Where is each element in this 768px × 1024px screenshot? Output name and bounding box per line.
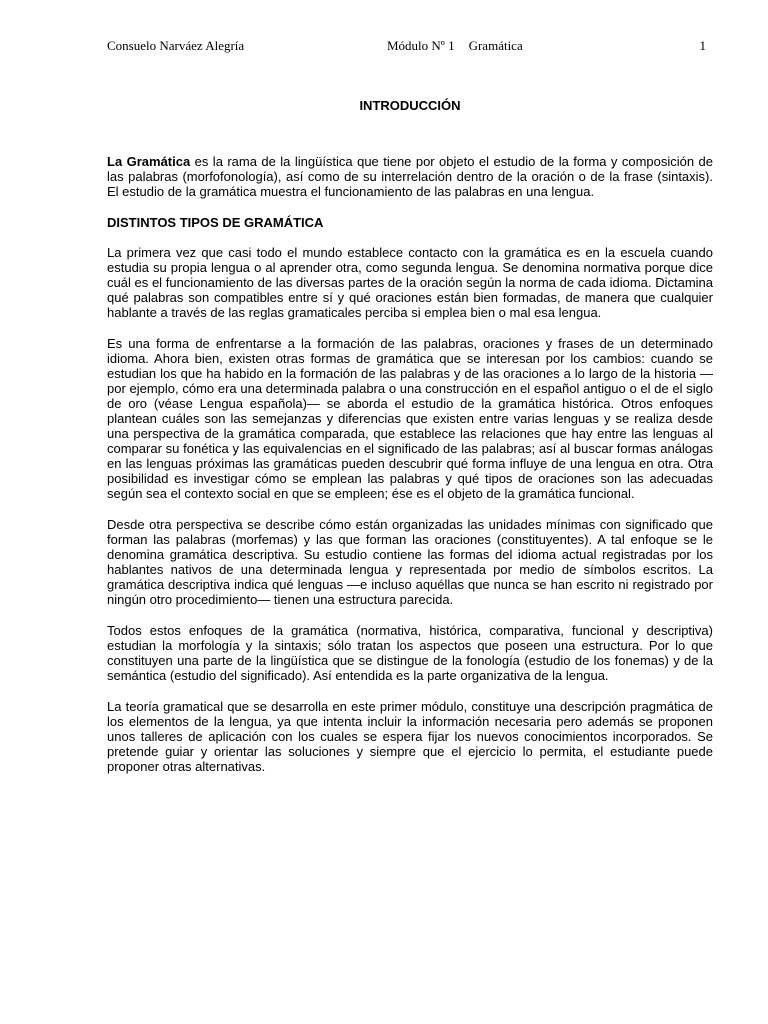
intro-text: es la rama de la lingüística que tiene por objeto el estudio de la forma y composición de las palabras (morfofonología), así como de su interrelación dentro de la oración o de la frase (sintaxis). El estudio de la gramática muestra el funcionamiento de las palabras en una lengua. [107, 154, 714, 199]
intro-paragraph [107, 154, 713, 199]
body-paragraph-3: Desde otra perspectiva se describe cómo están organizadas las unidades mínimas con significado que forman las palabras (morfemas) y las que forman las oraciones (constituyentes). A tal enfoque se le denomina gramática descriptiva. Su estudio contiene las formas del idioma actual registradas por los hablantes nativos de una determinada lengua y representada por medio de símbolos escritos. La gramática descriptiva indica qué lenguas —e incluso aquéllas que nunca se han escrito ni registrado por ningún otro procedimiento— tienen una estructura parecida. [107, 517, 713, 607]
body-paragraph-1: La primera vez que casi todo el mundo establece contacto con la gramática es en la escuela cuando estudia su propia lengua o al aprender otra, como segunda lengua. Se denomina normativa porque dice cuál es el funcionamiento de las diversas partes de la oración según la norma de cada idioma. Dictamina qué palabras son compatibles entre sí y qué oraciones están bien formadas, de manera que cualquier hablante a través de las reglas gramaticales perciba si emplea bien o mal esa lengua. [107, 245, 713, 320]
body-paragraph-5: La teoría gramatical que se desarrolla en este primer módulo, constituye una descripción pragmática de los elementos de la lengua, ya que intenta incluir la información necesaria pero además se proponen unos talleres de aplicación con los cuales se espera fijar los nuevos conocimientos incorporados. Se pretende guiar y orientar las soluciones y siempre que el ejercicio lo permita, el estudiante puede proponer otras alternativas. [107, 699, 713, 774]
header-page-number: 1 [699, 38, 706, 53]
header-module-info [387, 37, 523, 55]
document-title: INTRODUCCIÓN [359, 98, 461, 113]
body-paragraph-2: Es una forma de enfrentarse a la formación de las palabras, oraciones y frases de un determinado idioma. Ahora bien, existen otras formas de gramática que se interesan por los cambios: cuando se estudian los que ha habido en la formación de las palabras y de las oraciones a lo largo de la historia —por ejemplo, cómo era una determinada palabra o una construcción en el español antiguo o el de el siglo de oro (véase Lengua española)— se aborda el estudio de la gramática histórica. Otros enfoques plantean cuáles son las semejanzas y diferencias que existen entre varias lenguas y se realiza desde una perspectiva de la gramática comparada, que establece las relaciones que hay entre las lenguas al comparar su fonética y las equivalencias en el significado de las palabras; así al buscar formas análogas en las lenguas próximas las gramáticas pueden descubrir qué forma influye de una lengua en otra. Otra posibilidad es investigar cómo se emplean las palabras y qué tipos de oraciones son las adecuadas según sea el contexto social en que se empleen; ése es el objeto de la gramática funcional. [107, 336, 713, 501]
document-body [107, 154, 713, 790]
body-paragraph-4: Todos estos enfoques de la gramática (normativa, histórica, comparativa, funcional y descriptiva) estudian la morfología y la sintaxis; sólo tratan los aspectos que poseen una estructura. Por lo que constituyen una parte de la lingüística que se distingue de la fonología (estudio de los fonemas) y de la semántica (estudio del significado). Así entendida es la parte organizativa de la lengua. [107, 623, 713, 683]
header-subject: Gramática [468, 38, 523, 53]
header-module: Módulo Nº 1 [387, 38, 455, 53]
section-heading: DISTINTOS TIPOS DE GRAMÁTICA [107, 215, 324, 230]
header-author: Consuelo Narváez Alegría [107, 38, 245, 53]
intro-term: La Gramática [107, 154, 191, 169]
running-header [107, 37, 713, 55]
